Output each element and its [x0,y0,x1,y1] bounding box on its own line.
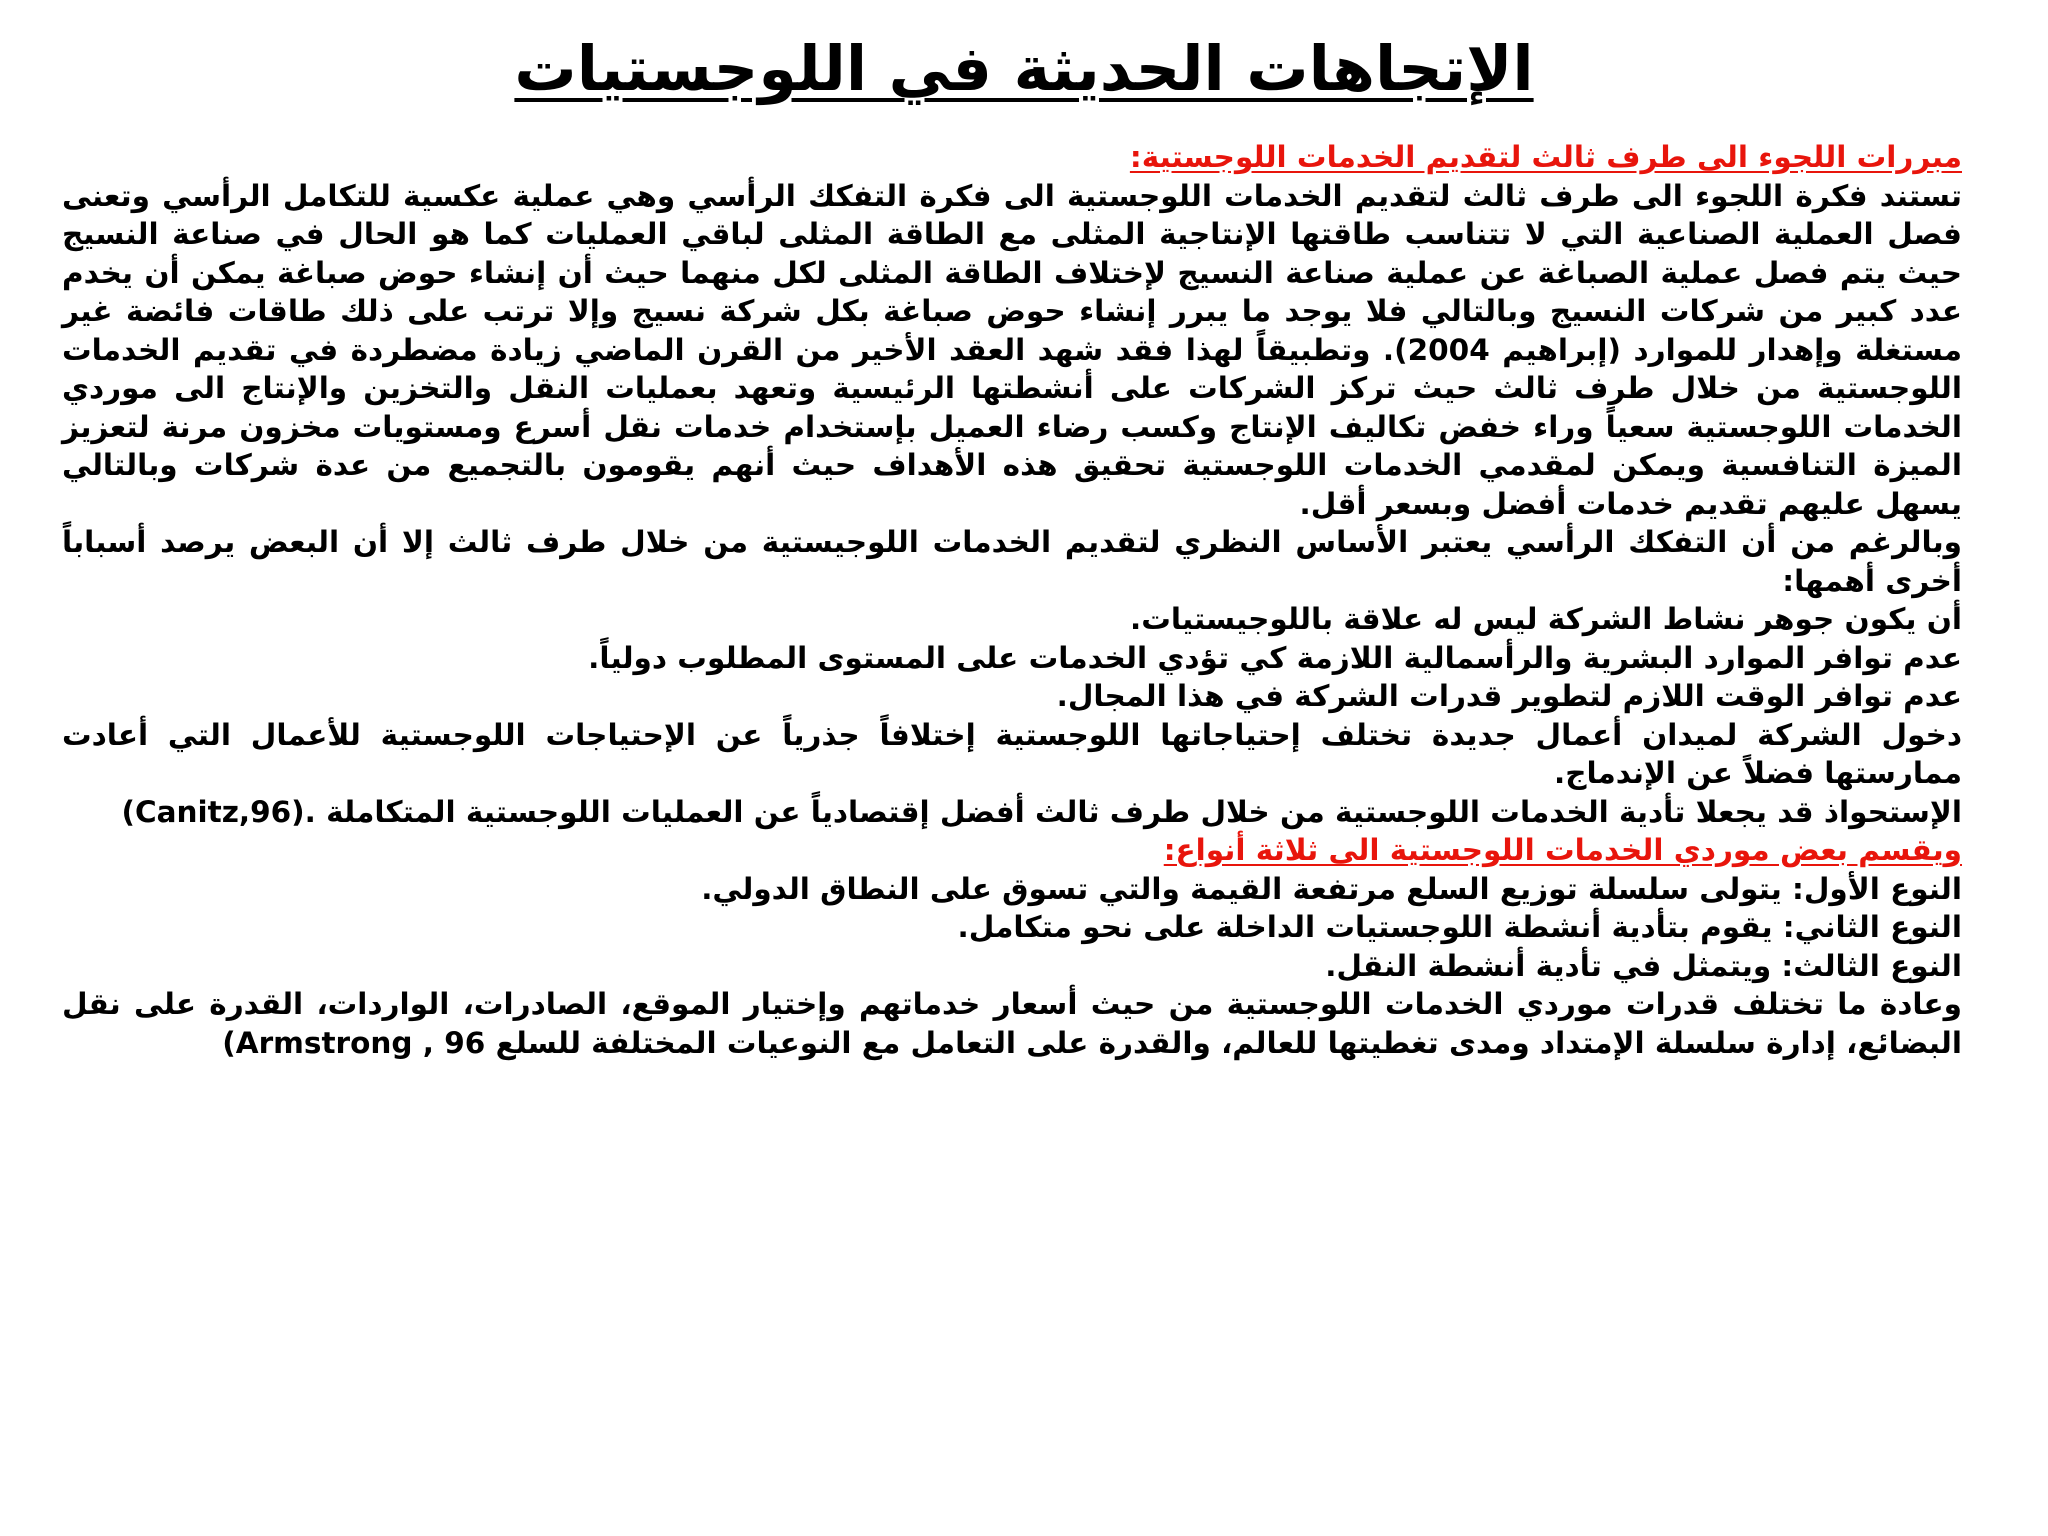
paragraph-vertical-disintegration: تستند فكرة اللجوء الى طرف ثالث لتقديم الخدمات اللوجستية الى فكرة التفكك الرأسي وهي عملية عكسية للتكامل الرأسي وتعنى فصل العملية الصناعية التي لا تتناسب طاقتها الإنتاجية المثلى مع الطاقة المثلى لباقي العمليات كما هو الحال في صناعة النسيج حيث يتم فصل عملية الصباغة عن عملية صناعة النسيج لإختلاف الطاقة المثلى لكل منهما حيث أن إنشاء حوض صباغة يمكن أن يخدم عدد كبير من شركات النسيج وبالتالي فلا يوجد ما يبرر إنشاء حوض صباغة بكل شركة نسيج وإلا ترتب على ذلك طاقات فائضة غير مستغلة وإهدار للموارد (إبراهيم 2004). وتطبيقاً لهذا فقد شهد العقد الأخير من القرن الماضي زيادة مضطردة في تقديم الخدمات اللوجستية من خلال طرف ثالث حيث تركز الشركات على أنشطتها الرئيسية وتعهد بعمليات النقل والتخزين والإنتاج الى موردي الخدمات اللوجستية سعياً وراء خفض تكاليف الإنتاج وكسب رضاء العميل بإستخدام خدمات نقل أسرع ومستويات مخزون مرنة لتعزيز الميزة التنافسية ويمكن لمقدمي الخدمات اللوجستية تحقيق هذه الأهداف حيث أنهم يقومون بالتجميع من عدة شركات وبالتالي يسهل عليهم تقديم خدمات أفضل وبسعر أقل. [62,178,1962,521]
citation-armstrong: (Armstrong , 96 [222,1025,486,1060]
section-heading-reasons: مبررات اللجوء الى طرف ثالث لتقديم الخدمات اللوجستية: [1129,140,1962,174]
citation-canitz: (Canitz,96). [121,794,316,829]
document-body [62,138,1962,1062]
provider-type-item: النوع الثالث: ويتمثل في تأدية أنشطة النقل. [1325,948,1962,983]
provider-type-item: النوع الأول: يتولى سلسلة توزيع السلع مرتفعة القيمة والتي تسوق على النطاق الدولي. [701,871,1962,906]
section-heading-types: ويقسم بعض موردي الخدمات اللوجستية الى ثلاثة أنواع: [1163,833,1962,867]
reason-item: دخول الشركة لميدان أعمال جديدة تختلف إحتياجاتها اللوجستية إختلافاً جذرياً عن الإحتياجات اللوجستية للأعمال التي أعادت ممارستها فضلاً عن الإندماج. [62,717,1962,790]
closing-text: وعادة ما تختلف قدرات موردي الخدمات اللوجستية من حيث أسعار خدماتهم وإختيار الموقع، الصادرات، الواردات، القدرة على نقل البضائع، إدارة سلسلة الإمتداد ومدى تغطيتها للعالم، والقدرة على التعامل مع النوعيات المختلفة للسلع [62,987,1962,1060]
paragraph-other-reasons: وبالرغم من أن التفكك الرأسي يعتبر الأساس النظري لتقديم الخدمات اللوجيستية من خلال طرف ثالث إلا أن البعض يرصد أسباباً أخرى أهمها: [62,525,1962,598]
page-title [0,24,2048,114]
provider-type-item: النوع الثاني: يقوم بتأدية أنشطة اللوجستيات الداخلة على نحو متكامل. [957,910,1962,944]
reason-item-acquisition [62,793,1962,832]
reason-text: الإستحواذ قد يجعلا تأدية الخدمات اللوجستية من خلال طرف ثالث أفضل إقتصادياً عن العمليات اللوجستية المتكاملة [326,794,1962,829]
reason-item: عدم توافر الوقت اللازم لتطوير قدرات الشركة في هذا المجال. [1056,679,1962,713]
reason-item: أن يكون جوهر نشاط الشركة ليس له علاقة باللوجيستيات. [1130,602,1962,636]
page-title-text: الإتجاهات الحديثة في اللوجستيات [514,32,1534,105]
paragraph-provider-capabilities [62,985,1962,1062]
reason-item: عدم توافر الموارد البشرية والرأسمالية اللازمة كي تؤدي الخدمات على المستوى المطلوب دولياً. [588,640,1962,675]
